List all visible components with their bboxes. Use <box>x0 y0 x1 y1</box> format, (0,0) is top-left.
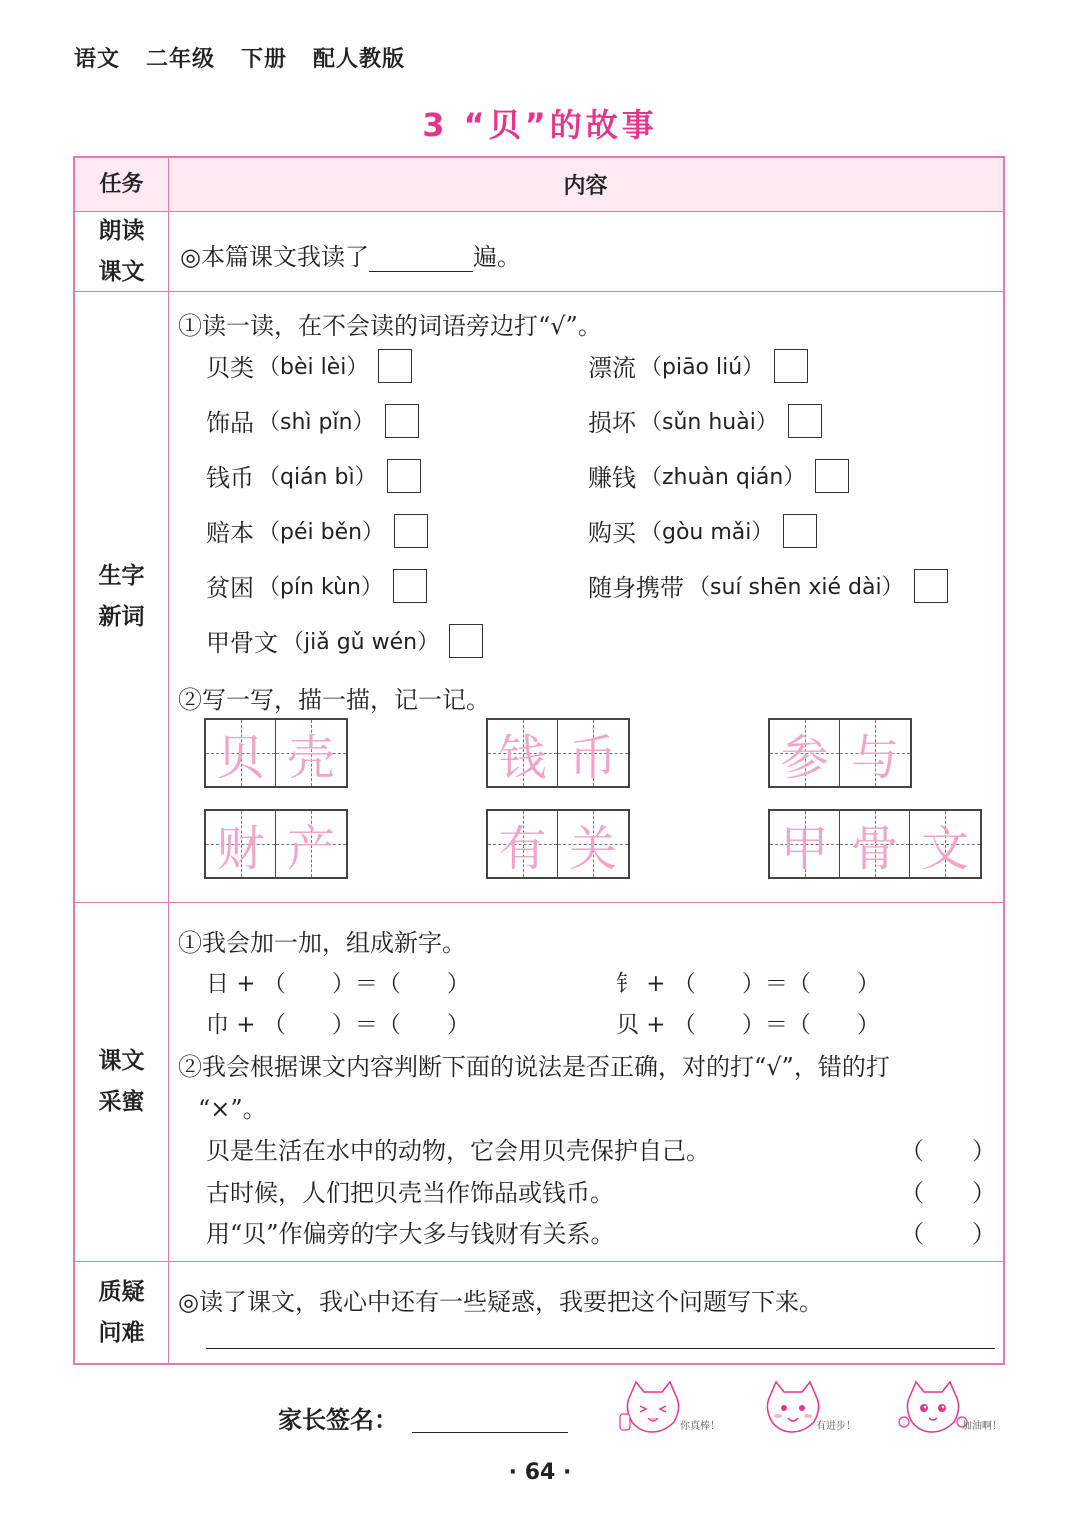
check-box[interactable] <box>378 349 412 383</box>
check-box[interactable] <box>815 459 849 493</box>
check-box[interactable] <box>788 404 822 438</box>
check-box[interactable] <box>783 514 817 548</box>
task-label-comprehension: 课文 采蜜 <box>75 903 169 1261</box>
task-table <box>73 156 1005 1365</box>
vocab-word: 贫困 （pín kùn） <box>206 568 427 603</box>
reading-count-prompt: ◎本篇课文我读了 遍。 <box>180 243 521 271</box>
combine-equation[interactable]: 钅 + （ ）＝（ ） <box>616 971 880 997</box>
vocab-word: 甲骨文 （jiǎ gǔ wén） <box>206 623 483 658</box>
row-comprehension <box>75 903 1003 1262</box>
check-box[interactable] <box>449 624 483 658</box>
row-questions <box>75 1262 1003 1363</box>
answer-paren[interactable]: （ ） <box>900 1137 996 1165</box>
cat-face-icon <box>618 1378 688 1438</box>
parent-signature-line[interactable] <box>412 1432 568 1433</box>
vocab-word: 随身携带 （suí shēn xié dài） <box>588 568 948 603</box>
combine-instruction: ①我会加一加，组成新字。 <box>178 929 466 957</box>
table-header-row <box>75 158 1003 212</box>
tracing-grid[interactable]: 财 产 <box>204 809 348 879</box>
tracing-grid[interactable]: 贝 壳 <box>204 718 348 788</box>
question-answer-line[interactable] <box>206 1348 995 1349</box>
vocab-word: 贝类 （bèi lèi） <box>206 348 412 383</box>
page-title: 3 “贝”的故事 <box>422 106 658 144</box>
task-label-reading: 朗读 课文 <box>75 212 169 291</box>
write-instruction: ②写一写，描一描，记一记。 <box>178 686 490 714</box>
tracing-grid[interactable]: 甲 骨 文 <box>768 809 982 879</box>
check-box[interactable] <box>394 514 428 548</box>
check-box[interactable] <box>387 459 421 493</box>
vocab-instruction: ①读一读，在不会读的词语旁边打“√”。 <box>178 312 602 340</box>
book-header <box>74 42 431 73</box>
header-subject: 语文 <box>74 47 121 72</box>
check-box[interactable] <box>774 349 808 383</box>
vocab-word: 饰品 （shì pǐn） <box>206 403 419 438</box>
combine-equation[interactable]: 日 + （ ）＝（ ） <box>206 971 470 997</box>
judge-statement: 贝是生活在水中的动物，它会用贝壳保护自己。 （ ） <box>206 1131 996 1166</box>
judge-instruction-cont: “×”。 <box>198 1095 267 1123</box>
check-box[interactable] <box>385 404 419 438</box>
vocab-word: 漂流 （piāo liú） <box>588 348 808 383</box>
tracing-grid[interactable]: 有 关 <box>486 809 630 879</box>
header-edition: 配人教版 <box>313 47 406 72</box>
judge-statement: 用“贝”作偏旁的字大多与钱财有关系。 （ ） <box>206 1214 996 1249</box>
task-label-vocabulary: 生字 新词 <box>75 292 169 902</box>
reading-count-blank[interactable] <box>369 247 473 272</box>
vocab-word: 赚钱 （zhuàn qián） <box>588 458 849 493</box>
vocab-word: 赔本 （péi běn） <box>206 513 428 548</box>
vocab-word: 购买 （gòu mǎi） <box>588 513 817 548</box>
page-number: · 64 · <box>508 1460 572 1485</box>
vocab-word: 钱币 （qián bì） <box>206 458 421 493</box>
parent-signature-label: 家长签名： <box>278 1406 398 1434</box>
question-prompt: ◎读了课文，我心中还有一些疑惑，我要把这个问题写下来。 <box>178 1288 823 1316</box>
check-box[interactable] <box>914 569 948 603</box>
answer-paren[interactable]: （ ） <box>900 1220 996 1248</box>
row-reading <box>75 212 1003 292</box>
tracing-grid[interactable]: 钱 币 <box>486 718 630 788</box>
header-grade: 二年级 <box>146 47 216 72</box>
row-vocabulary <box>75 292 1003 903</box>
header-volume: 下册 <box>241 47 288 72</box>
cat-sticker-great: 你真棒！ <box>618 1378 728 1438</box>
cat-face-icon <box>898 1378 968 1438</box>
task-label-questions: 质疑 问难 <box>75 1262 169 1363</box>
cat-sticker-progress: 有进步！ <box>758 1378 868 1438</box>
vocab-word: 损坏 （sǔn huài） <box>588 403 822 438</box>
col-task-header: 任务 <box>75 158 169 211</box>
combine-equation[interactable]: 贝 + （ ）＝（ ） <box>616 1012 880 1038</box>
judge-instruction: ②我会根据课文内容判断下面的说法是否正确，对的打“√”，错的打 <box>178 1053 890 1081</box>
tracing-grid[interactable]: 参 与 <box>768 718 912 788</box>
combine-equation[interactable]: 巾 + （ ）＝（ ） <box>206 1012 470 1038</box>
check-box[interactable] <box>393 569 427 603</box>
answer-paren[interactable]: （ ） <box>900 1179 996 1207</box>
cat-sticker-cheer: 加油啊！ <box>898 1378 1008 1438</box>
judge-statement: 古时候，人们把贝壳当作饰品或钱币。 （ ） <box>206 1173 996 1208</box>
col-content-header: 内容 <box>563 174 608 199</box>
